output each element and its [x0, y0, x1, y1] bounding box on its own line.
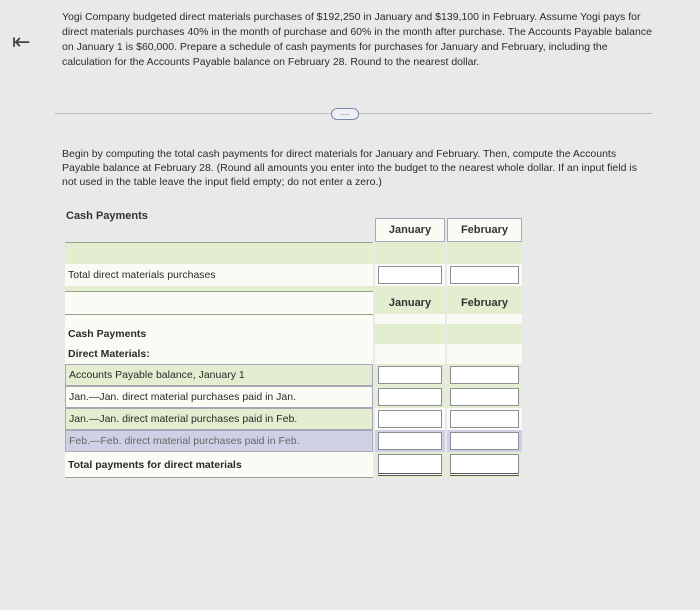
table-row-ap-balance [62, 364, 522, 386]
cash-payments-table [62, 218, 522, 478]
col-header-february-2: February [447, 292, 522, 314]
section-title: Cash Payments [66, 210, 148, 222]
back-arrow-icon[interactable]: ⇤ [12, 30, 31, 55]
blank-cell [447, 324, 522, 344]
row-label-total-purchases: Total direct materials purchases [65, 264, 373, 286]
jan-paid-feb-jan-input[interactable] [378, 410, 442, 428]
blank-cell [375, 314, 445, 324]
row-label-feb-paid-feb: Feb.—Feb. direct material purchases paid in Feb. [65, 430, 373, 452]
blank-cell [447, 242, 522, 264]
ap-balance-jan-input[interactable] [378, 366, 442, 384]
blank-label [65, 242, 373, 264]
blank-cell [447, 314, 522, 324]
row-label-ap-balance: Accounts Payable balance, January 1 [65, 364, 373, 386]
col-header-january: January [375, 218, 445, 242]
table-header-row [62, 218, 522, 242]
jan-paid-jan-jan-input[interactable] [378, 388, 442, 406]
total-payments-feb-input[interactable] [450, 454, 519, 476]
feb-paid-feb-feb-input[interactable] [450, 432, 519, 450]
feb-paid-feb-jan-input[interactable] [378, 432, 442, 450]
table-row-total-payments [62, 452, 522, 478]
ap-balance-feb-input[interactable] [450, 366, 519, 384]
row-label-direct-materials: Direct Materials: [65, 344, 373, 364]
col-header-february: February [447, 218, 522, 242]
table-row-total-purchases [62, 264, 522, 286]
instructions-text: Begin by computing the total cash payments for direct materials for January and February. Then, compute the Accounts Payable balance at February 28. (Round all amounts you enter into the budget to the nearest whole dollar. If an input field is not used in the table leave the input field empty; do not enter a zero.) [62, 148, 637, 188]
col-header-january-2: January [375, 292, 445, 314]
table-row-direct-materials [62, 344, 522, 364]
blank-cell [447, 344, 522, 364]
table-header-row-2 [62, 292, 522, 314]
row-label-jan-paid-feb: Jan.—Jan. direct material purchases paid in Feb. [65, 408, 373, 430]
table-row-jan-paid-feb [62, 408, 522, 430]
expand-ellipsis-button[interactable]: .... [331, 108, 359, 120]
blank-cell [375, 324, 445, 344]
jan-paid-feb-feb-input[interactable] [450, 410, 519, 428]
total-purchases-jan-input[interactable] [378, 266, 442, 284]
table-row-feb-paid-feb [62, 430, 522, 452]
row-label-cash-payments: Cash Payments [65, 324, 373, 344]
total-purchases-feb-input[interactable] [450, 266, 519, 284]
blank-cell [375, 242, 445, 264]
total-payments-jan-input[interactable] [378, 454, 442, 476]
table-row [62, 242, 522, 264]
table-row-jan-paid-jan [62, 386, 522, 408]
blank-label [65, 314, 373, 324]
row-label-jan-paid-jan: Jan.—Jan. direct material purchases paid in Jan. [65, 386, 373, 408]
table-row-cash-payments [62, 324, 522, 344]
jan-paid-jan-feb-input[interactable] [450, 388, 519, 406]
problem-text: Yogi Company budgeted direct materials purchases of $192,250 in January and $139,100 in February. Assume Yogi pays for direct materials purchases 40% in the month of purchase and 60% in the month after purchase. The Accounts Payable balance on January 1 is $60,000. Prepare a schedule of cash payments for purchases for January and February, including the calculation for the Accounts Payable balance on February 28. Round to the nearest dollar. [62, 11, 652, 68]
blank-cell [375, 344, 445, 364]
row-label-total-payments: Total payments for direct materials [65, 452, 373, 478]
table-row [62, 314, 522, 324]
blank-label [65, 292, 373, 314]
